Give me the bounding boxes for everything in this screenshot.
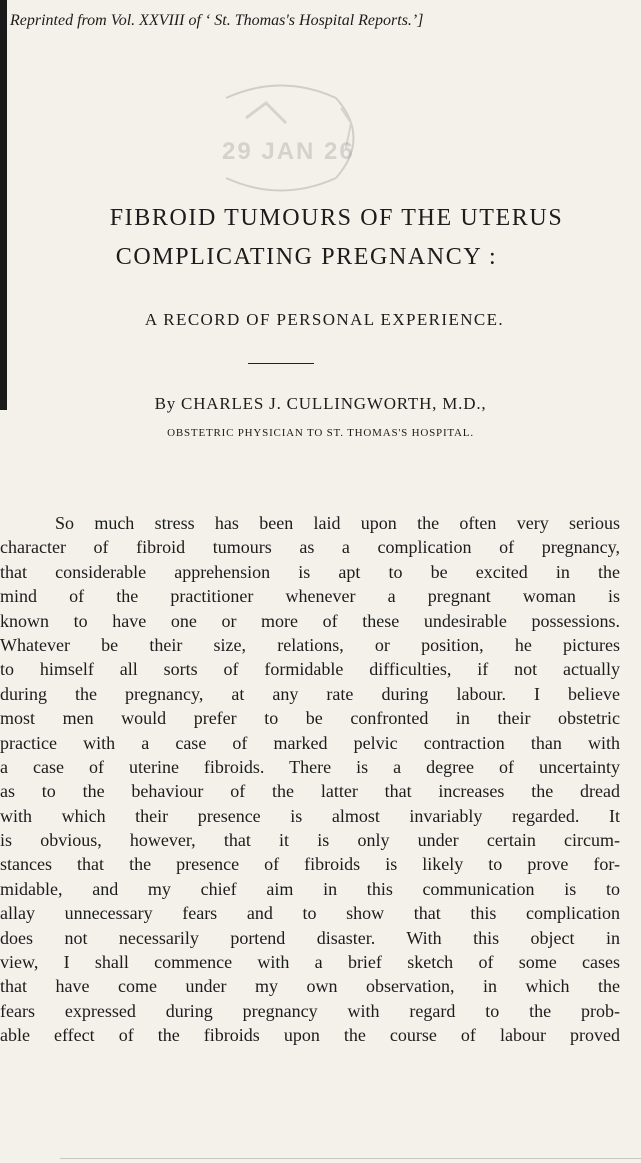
stamp-date: 29 JAN 26 [222, 138, 355, 165]
author-position: OBSTETRIC PHYSICIAN TO ST. THOMAS'S HOSPITAL. [167, 427, 474, 439]
text-line: character of fibroid tumours as a complication of pregnancy, [0, 537, 620, 558]
text-line: that considerable apprehension is apt to be excited in the [0, 561, 620, 582]
title-line-2: COMPLICATING PREGNANCY : [115, 244, 498, 270]
text-line: to himself all sorts of formidable difficulties, if not actually [0, 659, 620, 680]
text-line: as to the behaviour of the latter that increases the dread [0, 781, 620, 802]
text-line: mind of the practitioner whenever a pregnant woman is [0, 586, 620, 607]
subtitle: A RECORD OF PERSONAL EXPERIENCE. [144, 310, 505, 329]
text-line: that have come under my own observation, in which the [0, 976, 620, 997]
divider-rule [248, 363, 314, 364]
author-byline: By CHARLES J. CULLINGWORTH, M.D., [154, 394, 487, 413]
text-line: known to have one or more of these undesirable possessions. [0, 610, 620, 631]
text-line: during the pregnancy, at any rate during labour. I believe [0, 683, 620, 704]
text-line: most men would prefer to be confronted in their obstetric [0, 708, 620, 729]
text-line: fears expressed during pregnancy with regard to the prob- [0, 1000, 620, 1021]
text-line: midable, and my chief aim in this communication is to [0, 878, 620, 899]
binding-edge [0, 0, 7, 410]
text-line: with which their presence is almost invariably regarded. It [0, 805, 620, 826]
text-line: is obvious, however, that it is only under certain circum- [0, 830, 620, 851]
text-line: a case of uterine fibroids. There is a degree of uncertainty [0, 756, 620, 777]
text-line: able effect of the fibroids upon the course of labour proved [0, 1025, 620, 1046]
body-paragraph [0, 511, 620, 1048]
page-bottom-rule [60, 1158, 641, 1159]
text-line: stances that the presence of fibroids is likely to prove for- [0, 854, 620, 875]
text-line: allay unnecessary fears and to show that this complication [0, 903, 620, 924]
text-line: Whatever be their size, relations, or position, he pictures [0, 634, 620, 655]
text-line: So much stress has been laid upon the often very serious [55, 513, 620, 533]
reprint-note: Reprinted from Vol. XXVIII of ‘ St. Thomas's Hospital Reports.’] [10, 12, 424, 29]
text-line: does not necessarily portend disaster. With this object in [0, 927, 620, 948]
title-line-1: FIBROID TUMOURS OF THE UTERUS [109, 205, 564, 231]
text-line: view, I shall commence with a brief sketch of some cases [0, 952, 620, 973]
text-line: practice with a case of marked pelvic contraction than with [0, 732, 620, 753]
